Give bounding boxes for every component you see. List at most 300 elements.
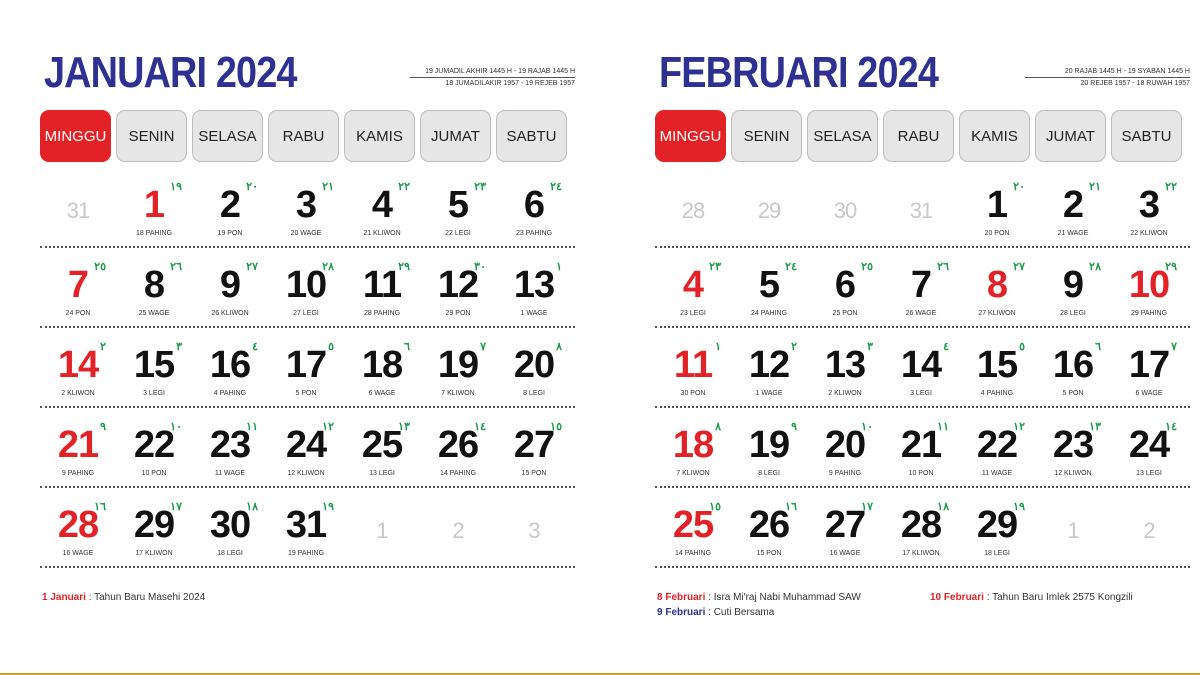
week-row — [655, 328, 1190, 408]
weekday-header — [40, 110, 572, 162]
holiday-date: 9 Februari — [657, 607, 706, 618]
javanese-date: 11 WAGE — [214, 470, 246, 477]
hijri-date: ٢٩ — [398, 261, 410, 273]
weekday-rabu: RABU — [883, 110, 954, 162]
hijri-date: ٤ — [943, 341, 949, 353]
day-cell — [731, 408, 807, 486]
adjacent-month-day — [40, 168, 116, 246]
javanese-date: 1 WAGE — [520, 310, 548, 317]
day-cell — [1111, 248, 1187, 326]
javanese-line: 18 JUMADILAKIR 1957 - 19 REJEB 1957 — [445, 80, 575, 87]
day-number: 11 — [673, 344, 713, 386]
day-number: 16 — [209, 344, 251, 386]
day-cell — [192, 408, 268, 486]
hijri-date: ٢ — [791, 341, 797, 353]
holiday-date: 10 Februari — [930, 592, 984, 603]
day-number: 16 — [1052, 344, 1094, 386]
javanese-date: 27 KLIWON — [978, 310, 1016, 317]
hijri-date: ١٨ — [937, 501, 949, 513]
day-cell — [192, 488, 268, 566]
day-number: 10 — [1128, 264, 1170, 306]
hijri-date: ١٩ — [1013, 501, 1025, 513]
february-calendar — [655, 0, 1190, 675]
hijri-date: ٦ — [1095, 341, 1101, 353]
javanese-date: 18 LEGI — [217, 550, 243, 557]
adjacent-month-day — [1111, 488, 1187, 566]
hijri-date: ٢٤ — [550, 181, 562, 193]
javanese-date: 15 PON — [756, 550, 782, 557]
javanese-date: 25 WAGE — [138, 310, 170, 317]
javanese-date: 25 PON — [832, 310, 858, 317]
day-cell — [116, 488, 192, 566]
day-number: 28 — [681, 198, 705, 223]
javanese-date: 13 LEGI — [1136, 470, 1162, 477]
javanese-date: 18 LEGI — [984, 550, 1010, 557]
day-number: 27 — [513, 424, 555, 466]
javanese-date: 23 LEGI — [680, 310, 706, 317]
hijri-date: ٢٠ — [246, 181, 258, 193]
hijri-date: ١٠ — [861, 421, 873, 433]
hijri-date: ١٩ — [322, 501, 334, 513]
javanese-date: 8 LEGI — [523, 390, 545, 397]
day-number: 30 — [833, 198, 857, 223]
holiday-date: 1 Januari — [42, 592, 86, 603]
week-row — [655, 408, 1190, 488]
hijri-date: ١١ — [246, 421, 258, 433]
day-cell — [268, 328, 344, 406]
day-number: 8 — [986, 264, 1008, 306]
javanese-date: 21 WAGE — [1057, 230, 1089, 237]
day-number: 4 — [371, 184, 393, 226]
day-cell — [116, 408, 192, 486]
javanese-date: 14 PAHING — [439, 470, 477, 477]
javanese-date: 21 KLIWON — [363, 230, 401, 237]
javanese-date: 18 PAHING — [135, 230, 173, 237]
javanese-date: 19 PON — [217, 230, 243, 237]
javanese-date: 5 PON — [295, 390, 317, 397]
hijri-date: ١ — [556, 261, 562, 273]
javanese-date: 26 KLIWON — [211, 310, 249, 317]
holiday-note — [657, 592, 861, 603]
day-number: 1 — [143, 184, 165, 226]
hijri-date: ١١ — [937, 421, 949, 433]
javanese-date: 27 LEGI — [293, 310, 319, 317]
day-number: 8 — [143, 264, 165, 306]
day-number: 21 — [900, 424, 942, 466]
holiday-text: : Cuti Bersama — [705, 607, 775, 618]
day-number: 31 — [285, 504, 327, 546]
javanese-date: 22 LEGI — [445, 230, 471, 237]
day-number: 1 — [986, 184, 1008, 226]
day-number: 3 — [295, 184, 317, 226]
day-number: 6 — [834, 264, 856, 306]
javanese-date: 15 PON — [521, 470, 547, 477]
day-cell — [731, 248, 807, 326]
javanese-date: 17 KLIWON — [902, 550, 940, 557]
javanese-date: 16 WAGE — [62, 550, 94, 557]
adjacent-month-day — [496, 488, 572, 566]
day-cell — [883, 488, 959, 566]
day-cell — [1111, 328, 1187, 406]
hijri-date: ٢٢ — [398, 181, 410, 193]
hijri-date: ١٣ — [1089, 421, 1101, 433]
day-number: 27 — [824, 504, 866, 546]
day-cell — [1035, 328, 1111, 406]
day-cell — [807, 408, 883, 486]
day-cell — [192, 248, 268, 326]
day-number: 1 — [376, 518, 388, 543]
day-number: 9 — [1062, 264, 1084, 306]
day-number: 26 — [748, 504, 790, 546]
date-grid — [40, 168, 575, 568]
day-number: 25 — [361, 424, 403, 466]
hijri-date: ٣ — [176, 341, 182, 353]
javanese-date: 8 LEGI — [758, 470, 780, 477]
day-cell — [655, 328, 731, 406]
javanese-date: 13 LEGI — [369, 470, 395, 477]
hijri-date: ١ — [715, 341, 721, 353]
hijri-date: ٢٢ — [1165, 181, 1177, 193]
javanese-date: 2 KLIWON — [828, 390, 862, 397]
day-cell — [883, 408, 959, 486]
hijri-date: ٢٩ — [1165, 261, 1177, 273]
javanese-date: 20 WAGE — [290, 230, 322, 237]
day-cell — [807, 248, 883, 326]
weekday-minggu: MINGGU — [40, 110, 111, 162]
date-grid — [655, 168, 1190, 568]
week-row — [655, 168, 1190, 248]
hijri-date: ١٧ — [170, 501, 182, 513]
hijri-date: ٢ — [100, 341, 106, 353]
hijri-date: ٦ — [404, 341, 410, 353]
javanese-date: 6 WAGE — [368, 390, 396, 397]
hijri-date: ٩ — [791, 421, 797, 433]
day-cell — [959, 328, 1035, 406]
day-cell — [116, 248, 192, 326]
hijri-date: ١٥ — [709, 501, 721, 513]
holiday-notes — [42, 592, 205, 607]
week-row — [655, 248, 1190, 328]
day-number: 28 — [900, 504, 942, 546]
week-row — [40, 248, 575, 328]
day-cell — [807, 488, 883, 566]
weekday-header — [655, 110, 1187, 162]
hijri-date: ٨ — [556, 341, 562, 353]
day-number: 20 — [824, 424, 866, 466]
month-title: FEBRUARI 2024 — [659, 48, 939, 97]
javanese-date: 28 LEGI — [1060, 310, 1086, 317]
day-number: 9 — [219, 264, 241, 306]
hijri-date: ١٤ — [1165, 421, 1177, 433]
hijri-date: ٢٥ — [861, 261, 873, 273]
day-number: 14 — [57, 344, 99, 386]
day-cell — [268, 168, 344, 246]
day-cell — [268, 408, 344, 486]
weekday-rabu: RABU — [268, 110, 339, 162]
hijri-date: ٧ — [480, 341, 486, 353]
day-cell — [496, 408, 572, 486]
javanese-date: 24 PAHING — [750, 310, 788, 317]
day-number: 5 — [758, 264, 780, 306]
javanese-date: 1 WAGE — [755, 390, 783, 397]
adjacent-month-day — [655, 168, 731, 246]
javanese-date: 12 KLIWON — [287, 470, 325, 477]
day-cell — [420, 328, 496, 406]
day-number: 2 — [1143, 518, 1155, 543]
weekday-senin: SENIN — [116, 110, 187, 162]
hijri-date: ٣٠ — [474, 261, 486, 273]
week-row — [40, 168, 575, 248]
hijri-date: ٨ — [715, 421, 721, 433]
day-number: 2 — [1062, 184, 1084, 226]
day-number: 19 — [437, 344, 479, 386]
day-number: 29 — [133, 504, 175, 546]
weekday-sabtu: SABTU — [1111, 110, 1182, 162]
day-number: 31 — [909, 198, 933, 223]
day-number: 22 — [133, 424, 175, 466]
adjacent-month-day — [344, 488, 420, 566]
day-number: 2 — [452, 518, 464, 543]
day-cell — [40, 488, 116, 566]
hijri-line: 20 RAJAB 1445 H - 19 SYABAN 1445 H — [1025, 66, 1190, 78]
day-number: 25 — [672, 504, 714, 546]
weekday-kamis: KAMIS — [344, 110, 415, 162]
week-row — [40, 328, 575, 408]
day-number: 24 — [285, 424, 327, 466]
day-number: 28 — [57, 504, 99, 546]
javanese-date: 10 PON — [908, 470, 934, 477]
hijri-date: ٢٧ — [1013, 261, 1025, 273]
hijri-date: ٢٣ — [709, 261, 721, 273]
day-cell — [420, 168, 496, 246]
day-cell — [655, 408, 731, 486]
javanese-date: 28 PAHING — [363, 310, 401, 317]
day-cell — [116, 328, 192, 406]
day-cell — [655, 488, 731, 566]
day-number: 13 — [513, 264, 555, 306]
hijri-date: ١٠ — [170, 421, 182, 433]
day-cell — [116, 168, 192, 246]
day-cell — [1111, 408, 1187, 486]
day-cell — [40, 328, 116, 406]
weekday-selasa: SELASA — [807, 110, 878, 162]
day-number: 1 — [1067, 518, 1079, 543]
day-cell — [420, 248, 496, 326]
javanese-date: 7 KLIWON — [441, 390, 475, 397]
weekday-sabtu: SABTU — [496, 110, 567, 162]
javanese-date: 9 PAHING — [828, 470, 862, 477]
week-row — [655, 488, 1190, 568]
day-cell — [959, 168, 1035, 246]
day-cell — [344, 248, 420, 326]
day-number: 3 — [528, 518, 540, 543]
hijri-date: ١٣ — [398, 421, 410, 433]
javanese-date: 23 PAHING — [515, 230, 553, 237]
day-cell — [1035, 168, 1111, 246]
day-number: 10 — [285, 264, 327, 306]
day-cell — [959, 408, 1035, 486]
hijri-date: ٢٨ — [322, 261, 334, 273]
javanese-date: 12 KLIWON — [1054, 470, 1092, 477]
holiday-text: : Tahun Baru Masehi 2024 — [85, 592, 206, 603]
hijri-date: ١٩ — [170, 181, 182, 193]
javanese-date: 29 PAHING — [1130, 310, 1168, 317]
hijri-date: ٢٧ — [246, 261, 258, 273]
day-number: 23 — [1052, 424, 1094, 466]
day-cell — [1111, 168, 1187, 246]
day-number: 14 — [900, 344, 942, 386]
holiday-notes-right — [930, 592, 1133, 603]
holiday-note — [657, 607, 861, 618]
hijri-date: ١٤ — [474, 421, 486, 433]
day-number: 29 — [976, 504, 1018, 546]
hijri-date: ٢٦ — [937, 261, 949, 273]
adjacent-month-day — [807, 168, 883, 246]
javanese-date: 10 PON — [141, 470, 167, 477]
javanese-date: 3 LEGI — [910, 390, 932, 397]
day-number: 20 — [513, 344, 555, 386]
day-number: 26 — [437, 424, 479, 466]
javanese-date: 29 PON — [445, 310, 471, 317]
hijri-date: ٢٣ — [474, 181, 486, 193]
day-number: 30 — [209, 504, 251, 546]
hijri-date: ١٦ — [785, 501, 797, 513]
day-cell — [40, 248, 116, 326]
day-cell — [344, 408, 420, 486]
week-row — [40, 488, 575, 568]
day-number: 12 — [437, 264, 479, 306]
hijri-date: ٢١ — [1089, 181, 1101, 193]
day-cell — [420, 408, 496, 486]
javanese-date: 11 WAGE — [981, 470, 1013, 477]
javanese-date: 4 PAHING — [980, 390, 1014, 397]
day-number: 11 — [362, 264, 402, 306]
javanese-date: 20 PON — [984, 230, 1010, 237]
weekday-minggu: MINGGU — [655, 110, 726, 162]
hijri-date: ٥ — [328, 341, 334, 353]
adjacent-month-day — [883, 168, 959, 246]
day-number: 19 — [748, 424, 790, 466]
day-cell — [655, 248, 731, 326]
day-cell — [731, 488, 807, 566]
day-number: 7 — [67, 264, 89, 306]
holiday-date: 8 Februari — [657, 592, 706, 603]
hijri-date: ٢٨ — [1089, 261, 1101, 273]
holiday-notes — [657, 592, 861, 622]
weekday-jumat: JUMAT — [420, 110, 491, 162]
day-cell — [40, 408, 116, 486]
day-number: 15 — [133, 344, 175, 386]
hijri-date: ٥ — [1019, 341, 1025, 353]
hijri-date: ٩ — [100, 421, 106, 433]
holiday-text: : Isra Mi'raj Nabi Muhammad SAW — [705, 592, 861, 603]
hijri-date: ٢٤ — [785, 261, 797, 273]
javanese-date: 17 KLIWON — [135, 550, 173, 557]
day-cell — [1035, 248, 1111, 326]
day-cell — [344, 328, 420, 406]
javanese-date: 5 PON — [1062, 390, 1084, 397]
adjacent-month-day — [1035, 488, 1111, 566]
day-number: 4 — [682, 264, 704, 306]
day-cell — [268, 488, 344, 566]
week-row — [40, 408, 575, 488]
day-cell — [883, 248, 959, 326]
day-cell — [959, 488, 1035, 566]
day-cell — [883, 328, 959, 406]
hijri-date: ٢٥ — [94, 261, 106, 273]
month-title: JANUARI 2024 — [44, 48, 297, 97]
day-cell — [496, 248, 572, 326]
day-cell — [496, 328, 572, 406]
holiday-text: : Tahun Baru Imlek 2575 Kongzili — [983, 592, 1133, 603]
day-cell — [807, 328, 883, 406]
hijri-date: ١٥ — [550, 421, 562, 433]
day-number: 29 — [757, 198, 781, 223]
day-cell — [192, 168, 268, 246]
hijri-line: 19 JUMADIL AKHIR 1445 H - 19 RAJAB 1445 H — [410, 66, 575, 78]
hijri-date: ٤ — [252, 341, 258, 353]
january-calendar — [40, 0, 575, 675]
hijri-date: ٧ — [1171, 341, 1177, 353]
adjacent-month-day — [731, 168, 807, 246]
javanese-date: 22 KLIWON — [1130, 230, 1168, 237]
day-number: 2 — [219, 184, 241, 226]
day-number: 15 — [976, 344, 1018, 386]
day-number: 6 — [523, 184, 545, 226]
day-number: 22 — [976, 424, 1018, 466]
day-cell — [268, 248, 344, 326]
hijri-date: ١٧ — [861, 501, 873, 513]
javanese-date: 16 WAGE — [829, 550, 861, 557]
day-number: 31 — [66, 198, 90, 223]
hijri-range — [1025, 66, 1190, 89]
day-number: 23 — [209, 424, 251, 466]
hijri-date: ١٦ — [94, 501, 106, 513]
javanese-date: 24 PON — [65, 310, 91, 317]
hijri-date: ١٢ — [1013, 421, 1025, 433]
day-number: 18 — [361, 344, 403, 386]
hijri-date: ١٢ — [322, 421, 334, 433]
hijri-date: ٢٠ — [1013, 181, 1025, 193]
javanese-date: 30 PON — [680, 390, 706, 397]
day-cell — [192, 328, 268, 406]
holiday-note — [42, 592, 205, 603]
javanese-date: 19 PAHING — [287, 550, 325, 557]
weekday-selasa: SELASA — [192, 110, 263, 162]
day-cell — [731, 328, 807, 406]
javanese-date: 9 PAHING — [61, 470, 95, 477]
day-number: 24 — [1128, 424, 1170, 466]
day-cell — [1035, 408, 1111, 486]
javanese-date: 26 WAGE — [905, 310, 937, 317]
javanese-date: 14 PAHING — [674, 550, 712, 557]
hijri-date: ٢١ — [322, 181, 334, 193]
javanese-date: 4 PAHING — [213, 390, 247, 397]
javanese-date: 3 LEGI — [143, 390, 165, 397]
hijri-date: ١٨ — [246, 501, 258, 513]
javanese-date: 6 WAGE — [1135, 390, 1163, 397]
javanese-date: 7 KLIWON — [676, 470, 710, 477]
day-number: 5 — [447, 184, 469, 226]
day-number: 17 — [285, 344, 327, 386]
day-number: 21 — [57, 424, 99, 466]
day-cell — [496, 168, 572, 246]
day-cell — [959, 248, 1035, 326]
day-cell — [344, 168, 420, 246]
weekday-senin: SENIN — [731, 110, 802, 162]
day-number: 12 — [748, 344, 790, 386]
weekday-kamis: KAMIS — [959, 110, 1030, 162]
